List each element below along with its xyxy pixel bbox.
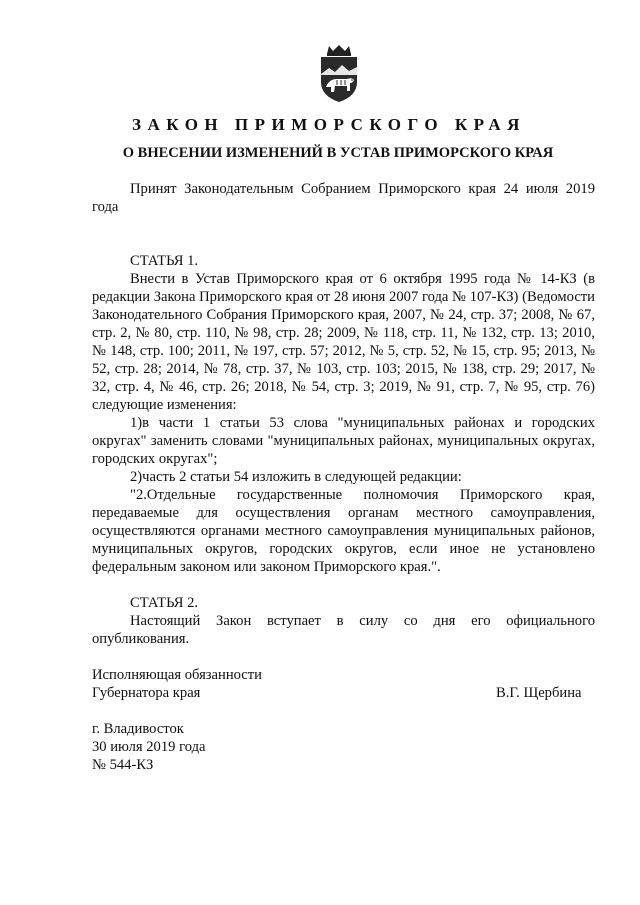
law-subtitle: О ВНЕСЕНИИ ИЗМЕНЕНИЙ В УСТАВ ПРИМОРСКОГО КРАЯ bbox=[122, 145, 554, 161]
adoption-statement: Принят Законодательным Собранием Приморского края 24 июля 2019 года bbox=[92, 181, 595, 215]
city: г. Владивосток bbox=[92, 721, 184, 737]
article-2-text: Настоящий Закон вступает в силу со дня его официального опубликования. bbox=[92, 613, 595, 647]
article-1-quote: "2.Отдельные государственные полномочия Приморского края, передаваемые для осуществления органам местного самоуправления, осуществляются органами местного самоуправления муниципальных районов, муниципальных округов, городских округов, если иное не установлено федеральным законом или законом Приморского края.". bbox=[92, 487, 595, 575]
law-number: № 544-КЗ bbox=[92, 757, 154, 773]
signatory-name: В.Г. Щербина bbox=[496, 685, 582, 701]
signatory-position-line-2: Губернатора края bbox=[92, 685, 201, 701]
primorsky-krai-coat-of-arms-icon bbox=[315, 44, 363, 104]
article-1-intro: Внести в Устав Приморского края от 6 октября 1995 года № 14-КЗ (в редакции Закона Приморского края от 28 июня 2007 года № 107-КЗ) (Ведомости Законодательного Собрания Приморского края, 2007, № 24, стр. 37; 2008, № 67, стр. 2, № 80, стр. 110, № 98, стр. 28; 2009, № 118, стр. 11, № 132, стр. 13; 2010, № 148, стр. 100; 2011, № 197, стр. 57; 2012, № 5, стр. 52, № 15, стр. 95; 2013, № 52, стр. 28; 2014, № 78, стр. 37, № 103, стр. 103; 2015, № 138, стр. 29; 2017, № 32, стр. 4, № 46, стр. 26; 2018, № 54, стр. 3; 2019, № 91, стр. 7, № 95, стр. 76) следующие изменения: bbox=[92, 271, 595, 413]
signatory-position bbox=[92, 666, 262, 702]
article-2-heading: СТАТЬЯ 2. bbox=[130, 595, 199, 611]
signatory-position-line-1: Исполняющая обязанности bbox=[92, 667, 262, 683]
signing-date: 30 июля 2019 года bbox=[92, 739, 206, 755]
article-1-item-1: 1)в части 1 статьи 53 слова "муниципальных районах и городских округах" заменить словами "муниципальных районах, муниципальных округах, городских округах"; bbox=[92, 415, 595, 467]
document-footer bbox=[92, 720, 205, 774]
law-title: ЗАКОН ПРИМОРСКОГО КРАЯ bbox=[132, 115, 526, 134]
article-1-heading: СТАТЬЯ 1. bbox=[130, 253, 199, 269]
article-1-item-2: 2)часть 2 статьи 54 изложить в следующей редакции: bbox=[130, 469, 462, 485]
law-body bbox=[92, 180, 595, 648]
